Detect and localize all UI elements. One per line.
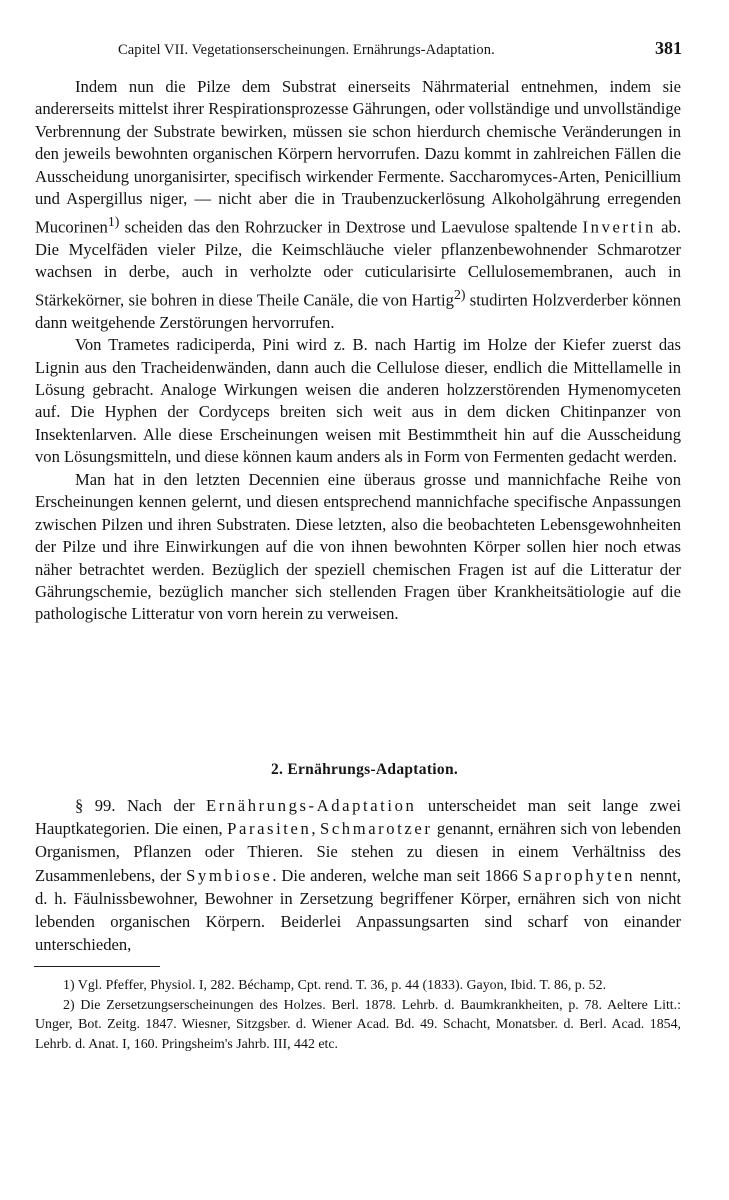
paragraph-2: Von Trametes radiciperda, Pini wird z. B. nach Hartig im Holze der Kiefer zuerst das Lignin aus den Tracheidenwänden, dann auch die Cellulose dieser, endlich die Mittellamelle in Lösung gebracht. Analoge Wirkungen weisen die anderen holzzerstörenden Hymenomyceten auf. Die Hyphen der Cordyceps breiten sich weit aus in dem dicken Chitinpanzer von Insektenlarven. Alle diese Erscheinungen weisen mit Bestimmtheit hin auf die Ausscheidung von Lösungsmitteln, und diese können kaum anders als in Form von Fermenten gedacht werden. — [35, 335, 681, 467]
paragraph-1-part-c: ab. Die Mycelfäden vieler Pilze, die Keimschläuche vieler pflanzenbewohnender Schmarotzer wachsen in derbe, auch in verholzte oder cuticularisirte Cellulosemembranen, auch in Stärkekörner, sie bohren in diese Theile Canäle, die von Hartig — [35, 217, 681, 310]
section-text — [35, 794, 681, 956]
footnote-1: 1) Vgl. Pfeffer, Physiol. I, 282. Béchamp, Cpt. rend. T. 36, p. 44 (1833). Gayon, Ibid. T. 86, p. 52. — [63, 978, 607, 993]
section-part-c: , — [311, 819, 320, 839]
term-invertin: Invertin — [582, 217, 656, 237]
footnote-divider — [34, 966, 160, 967]
page-number: 381 — [655, 38, 682, 58]
paragraph-1-part-b: scheiden das den Rohrzucker in Dextrose und Laevulose spaltende — [119, 217, 583, 237]
footnote-ref-1: 1) — [107, 213, 120, 229]
main-text — [35, 76, 681, 626]
section-part-a: § 99. Nach der — [75, 796, 207, 815]
section-part-d: genannt, ernähren sich von lebenden Organismen, Pflanzen oder Thieren. Sie stehen zu diesen in einem Verhältniss des Zusammenlebens, der — [35, 819, 681, 885]
footnotes — [35, 976, 681, 1054]
section-heading: 2. Ernährungs-Adaptation. — [270, 761, 459, 778]
section-part-e: . Die anderen, welche man seit 1866 — [272, 865, 523, 885]
term-symbiose: Symbiose — [186, 865, 273, 885]
footnote-ref-2: 2) — [453, 286, 466, 302]
paragraph-1 — [35, 76, 681, 334]
running-title: Capitel VII. Vegetationserscheinungen. Ernährungs-Adaptation. — [118, 42, 495, 58]
section-part-b: unterscheidet man seit lange zwei Hauptkategorien. Die einen, — [35, 796, 681, 839]
paragraph-1-part-a: Indem nun die Pilze dem Substrat einerseits Nährmaterial entnehmen, indem sie andererseits mittelst ihrer Respirationsprozesse Gährungen, oder vollständige und unvollständige Verbrennung der Substrate bewirken, müssen sie schon hierdurch chemische Veränderungen in den jeweils bewohnten organischen Körpern hervorrufen. Dazu kommt in zahlreichen Fällen die Ausscheidung unorganisirter, specifisch wirkender Fermente. Saccharomyces-Arten, Penicillium und Aspergillus niger, — nicht aber die in Traubenzuckerlösung Alkoholgährung erregenden Mucorinen — [35, 77, 681, 237]
section-part-f: nennt, d. h. Fäulnissbewohner, Bewohner in Zersetzung begriffener Körper, ernähren sich von nicht lebenden organischen Körpern. Beiderlei Anpassungsarten sind scharf von einander unterschieden, — [35, 865, 681, 955]
paragraph-3: Man hat in den letzten Decennien eine überaus grosse und mannichfache Reihe von Erscheinungen kennen gelernt, und diesen entsprechend mannichfache specifische Anpassungen zwischen Pilzen und ihren Substraten. Diese letzten, also die beobachteten Lebensgewohnheiten der Pilze und ihre Einwirkungen auf die von ihnen bewohnten Körper sollen hier noch etwas näher betrachtet werden. Bezüglich der speziell chemischen Fragen ist auf die Litteratur der Gährungschemie, bezüglich mancher sich stellenden Fragen über Krankheitsätiologie auf die pathologische Litteratur von vorn herein zu verweisen. — [35, 469, 681, 624]
footnote-2: 2) Die Zersetzungserscheinungen des Holzes. Berl. 1878. Lehrb. d. Baumkrankheiten, p. 78. Aeltere Litt.: Unger, Bot. Zeitg. 1847. Wiesner, Sitzgsber. d. Wiener Acad. Bd. 49. Schacht, Monatsber. d. Berl. Acad. 1854, Lehrb. d. Anat. I, 160. Pringsheim's Jahrb. III, 442 etc. — [35, 997, 681, 1052]
page-header — [118, 38, 682, 64]
term-saprophyten: Saprophyten — [522, 865, 636, 885]
section-paragraph — [35, 794, 681, 956]
term-parasiten: Parasiten — [227, 819, 312, 839]
term-schmarotzer: Schmarotzer — [320, 819, 433, 839]
term-ernaehrungs-adaptation: Ernährungs-Adaptation — [206, 796, 417, 815]
paragraph-1-part-d: studirten Holzverderber können dann weitgehende Zerstörungen hervorrufen. — [35, 290, 682, 332]
